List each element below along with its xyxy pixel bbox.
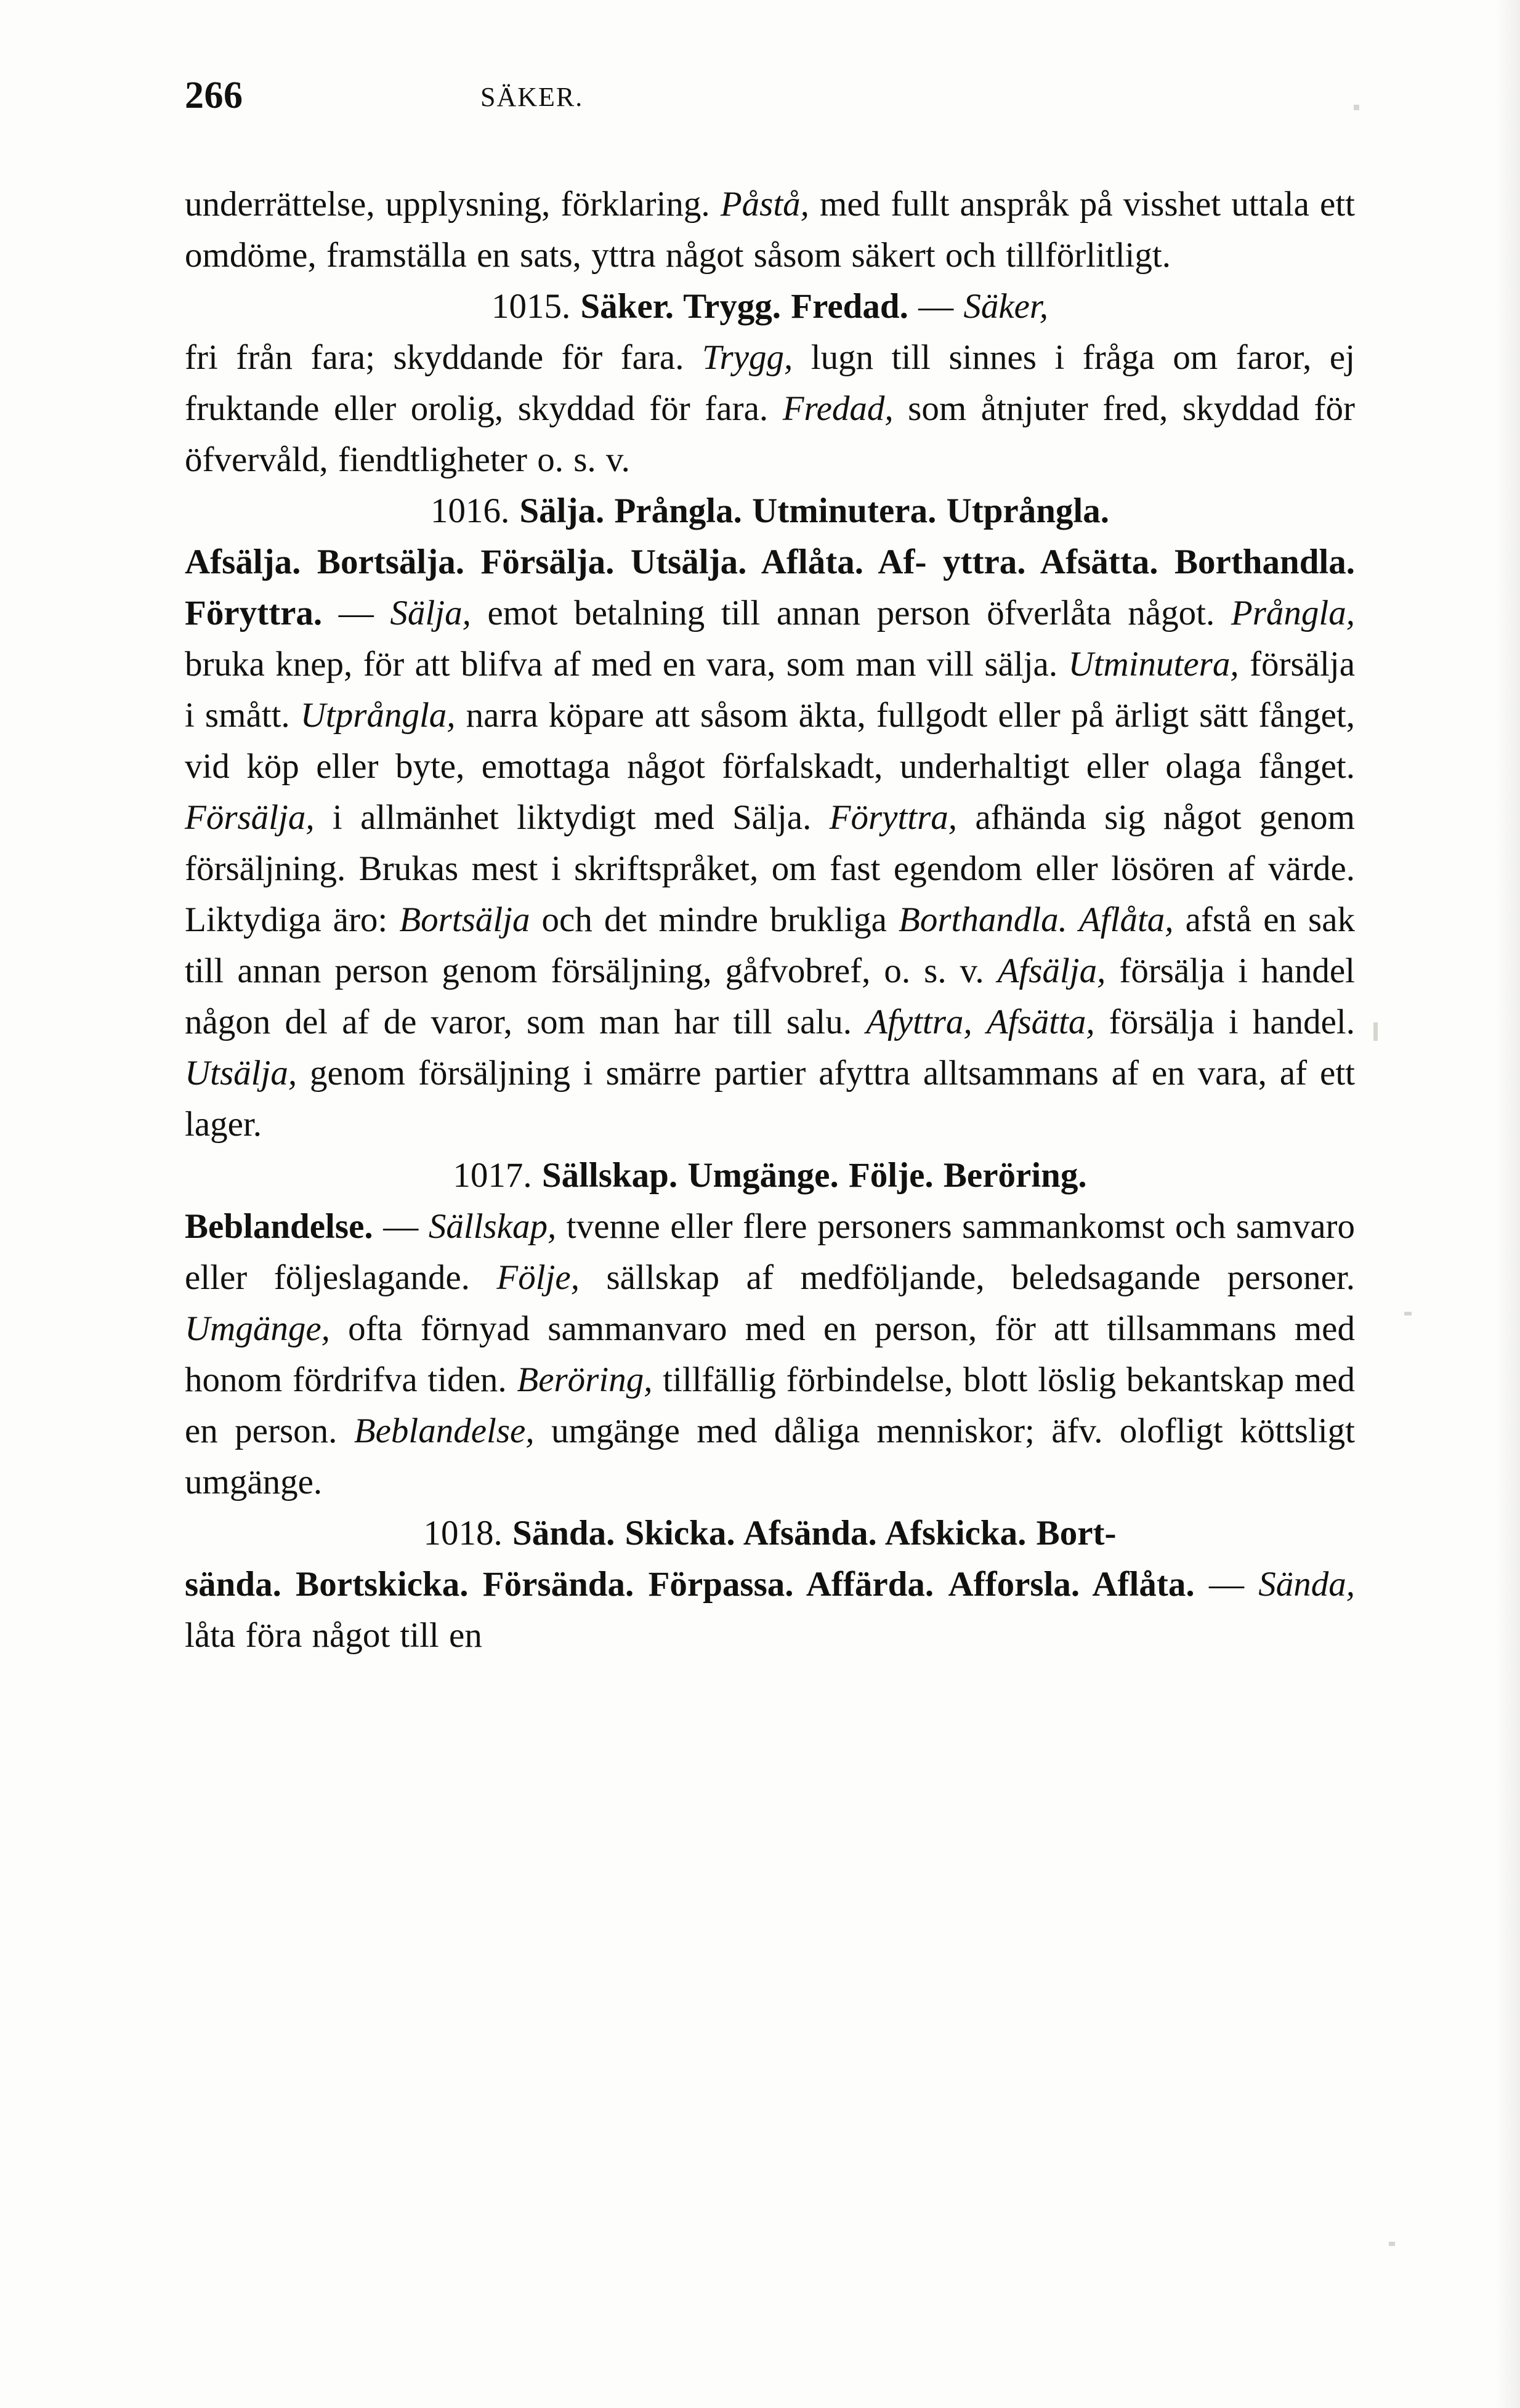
entry-1016-italic-i: Aflåta, — [1078, 900, 1174, 939]
entry-1016-italic-e: Försälja, — [185, 798, 315, 837]
entry-1016-headwords-1: Sälja. Prångla. Utminutera. Utprångla. — [519, 491, 1110, 530]
entry-1016-italic-h: Borthandla. — [899, 900, 1067, 939]
entry-1016-text-k — [972, 1003, 987, 1041]
entry-1016-italic-k: Afyttra, — [866, 1003, 972, 1041]
entry-1018-heading-line1 — [185, 1508, 1355, 1559]
entry-1016-italic-f: Föryttra, — [829, 798, 958, 837]
entry-1017-dash: — — [383, 1207, 419, 1246]
entry-1015-text-b: lugn till sinnes i fråga om faror, ej fruktande eller orolig, skyddad för fara. — [185, 338, 1356, 428]
scan-speck — [1389, 2242, 1395, 2246]
entry-1015-dash: — — [918, 287, 954, 326]
entry-1016-text-m: genom försäljning i smärre partier afyttra alltsammans af en vara, af ett lager. — [185, 1054, 1355, 1144]
entry-1018-text-a: låta föra något till en — [185, 1616, 482, 1655]
entry-1016-italic-l: Afsätta, — [986, 1003, 1095, 1041]
running-head: SÄKER. — [480, 82, 584, 112]
entry-1018-italic-a: Sända, — [1258, 1565, 1356, 1604]
entry-1015 — [185, 281, 1355, 485]
entry-1016-text-i: afstå en sak till annan person genom försäljning, gåfvobref, o. s. v. — [185, 900, 1356, 990]
entry-1015-italic-c: Fredad, — [782, 389, 894, 428]
entry-1017-text-c: ofta förnyad sammanvaro med en person, för att tillsammans med honom fördrifva tiden. — [185, 1309, 1355, 1399]
page-body — [185, 179, 1355, 1661]
entry-1017-heading-line1 — [185, 1150, 1355, 1201]
paragraph-intro — [185, 179, 1355, 281]
entry-1017-text-a: tvenne eller flere personers sammankomst och samvaro eller följeslagande. — [185, 1207, 1356, 1297]
intro-text-a: underrättelse, upplysning, förklaring. — [185, 185, 721, 224]
entry-1015-number: 1015. — [491, 287, 571, 326]
entry-1016-number: 1016. — [430, 491, 510, 530]
entry-1018 — [185, 1508, 1355, 1661]
intro-italic-a: Påstå, — [720, 185, 809, 224]
entry-1017-italic-d: Beröring, — [517, 1360, 653, 1399]
entry-1015-italic-a: Säker, — [963, 287, 1049, 326]
entry-1017-text-b: sällskap af medföljande, beledsagande personer. — [579, 1258, 1355, 1297]
entry-1016-italic-c: Utminutera, — [1068, 645, 1239, 684]
entry-1017-text-d: tillfällig förbindelse, blott löslig bekantskap med en person. — [185, 1360, 1355, 1450]
entry-1015-heading — [185, 281, 1355, 332]
entry-1016-headwords-3: yttra. Afsätta. Borthandla. Föryttra. — [185, 543, 1355, 632]
entry-1018-number: 1018. — [423, 1514, 503, 1553]
entry-1016-text-j: försälja i handel någon del af de varor, som man har till salu. — [185, 951, 1355, 1041]
entry-1017-number: 1017. — [453, 1156, 532, 1195]
scan-speck — [1373, 1022, 1378, 1041]
entry-1016-italic-g: Bortsälja — [399, 900, 530, 939]
entry-1015-italic-b: Trygg, — [701, 338, 793, 377]
entry-1016-text-a: emot betalning till annan person öfverlåta något. — [471, 594, 1231, 632]
entry-1018-headwords-2: sända. Bortskicka. Försända. Förpassa. Affärda. — [185, 1565, 934, 1604]
entry-1016-text-g: och det mindre brukliga — [530, 900, 899, 939]
entry-1017-italic-c: Umgänge, — [185, 1309, 330, 1348]
entry-1016-text-l: försälja i handel. — [1094, 1003, 1356, 1041]
entry-1017-headwords-2: Beblandelse. — [185, 1207, 373, 1246]
entry-1017-italic-e: Beblandelse, — [354, 1412, 535, 1450]
entry-1016-text-c: försälja i smått. — [185, 645, 1355, 735]
entry-1016-italic-j: Afsälja, — [997, 951, 1106, 990]
entry-1018-dash: — — [1208, 1565, 1244, 1604]
entry-1017-text-e: umgänge med dåliga menniskor; äfv. olofligt köttsligt umgänge. — [185, 1412, 1355, 1501]
entry-1016-italic-m: Utsälja, — [185, 1054, 297, 1093]
scan-speck — [1404, 1312, 1412, 1315]
entry-1016-italic-d: Utprångla, — [300, 696, 456, 735]
entry-1016-dash: — — [338, 594, 374, 632]
entry-1015-headwords: Säker. Trygg. Fredad. — [580, 287, 908, 326]
entry-1016-text-b: bruka knep, för att blifva af med en vara, som man vill sälja. — [185, 645, 1069, 684]
entry-1016-italic-a: Sälja, — [390, 594, 471, 632]
entry-1018-headwords-1: Sända. Skicka. Afsända. Afskicka. Bort- — [512, 1514, 1117, 1553]
entry-1016 — [185, 485, 1355, 1150]
page-edge-shading — [1495, 0, 1520, 2408]
entry-1017-italic-b: Följe, — [496, 1258, 580, 1297]
intro-text-b: med fullt anspråk på visshet uttala ett omdöme, framställa en sats, yttra något såsom säkert och tillförlitligt. — [185, 185, 1356, 275]
entry-1017-italic-a: Sällskap, — [428, 1207, 557, 1246]
entry-1018-headwords-3: Afforsla. Aflåta. — [948, 1565, 1195, 1604]
entry-1016-headwords-2: Afsälja. Bortsälja. Försälja. Utsälja. Aflåta. Af- — [185, 543, 927, 581]
entry-1016-text-f: afhända sig något genom försäljning. Brukas mest i skriftspråket, om fast egendom eller lösören af värde. Liktydiga äro: — [185, 798, 1356, 939]
page-content — [185, 74, 1355, 1661]
entry-1016-text-d: narra köpare att såsom äkta, fullgodt eller på ärligt sätt fånget, vid köp eller byte, emottaga något förfalskadt, underhaltigt eller olaga fånget. — [185, 696, 1356, 786]
entry-1016-heading-line1 — [185, 485, 1355, 536]
entry-1017-headwords-1: Sällskap. Umgänge. Följe. Beröring. — [541, 1156, 1087, 1195]
page-number: 266 — [185, 75, 243, 116]
page-header — [185, 74, 1355, 142]
entry-1016-text-e: i allmänhet liktydigt med Sälja. — [314, 798, 830, 837]
entry-1016-italic-b: Prångla, — [1231, 594, 1355, 632]
entry-1016-text-h — [1067, 900, 1079, 939]
entry-1015-text-c: som åtnjuter fred, skyddad för öfvervåld, fiendtligheter o. s. v. — [185, 389, 1355, 479]
entry-1015-text-a: fri från fara; skyddande för fara. — [185, 338, 702, 377]
entry-1017 — [185, 1150, 1355, 1508]
